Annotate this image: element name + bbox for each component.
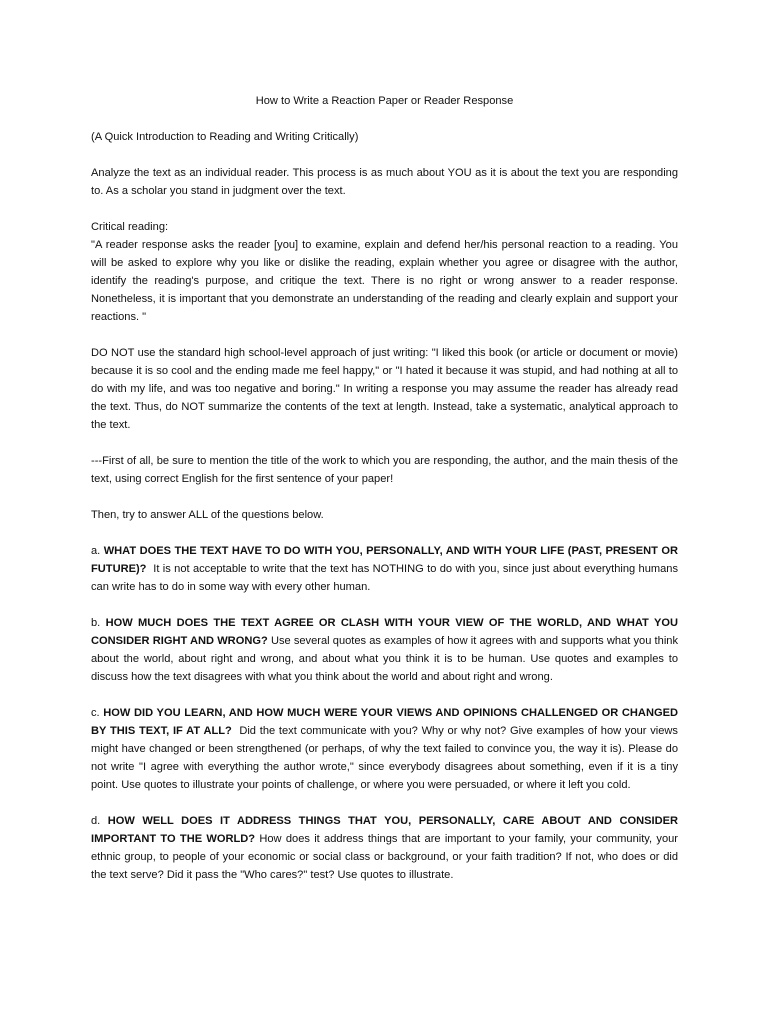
first-of-all-paragraph: ---First of all, be sure to mention the title of the work to which you are responding, the author, and the main thesis of the text, using correct English for the first sentence of your paper! bbox=[91, 455, 678, 485]
question-letter: b. bbox=[91, 617, 101, 629]
question-a bbox=[91, 542, 678, 596]
question-body: It is not acceptable to write that the text has NOTHING to do with you, since just about everything humans can write has to do in some way with every other human. bbox=[91, 563, 679, 593]
document-title: How to Write a Reaction Paper or Reader Response bbox=[255, 95, 514, 107]
question-d bbox=[91, 812, 678, 884]
critical-reading-quote: "A reader response asks the reader [you] to examine, explain and defend her/his personal reaction to a reading. You will be asked to explore why you like or dislike the reading, explain whether you agree or disagree with the author, identify the reading's purpose, and critique the text. There is no right or wrong answer to a reader response. Nonetheless, it is important that you demonstrate an understanding of the reading and clearly explain and support your reactions. " bbox=[91, 239, 678, 323]
critical-reading-label: Critical reading: bbox=[91, 221, 169, 233]
then-paragraph: Then, try to answer ALL of the questions below. bbox=[91, 509, 324, 521]
intro-paragraph: Analyze the text as an individual reader. This process is as much about YOU as it is about the text you are responding to. As a scholar you stand in judgment over the text. bbox=[91, 167, 678, 197]
question-body: Did the text communicate with you? Why or why not? Give examples of how your views might have changed or been strengthened (or perhaps, of why the text failed to convince you, the way it is). Please do not write "I agree with everything the author wrote," since everybody disagrees about something, even if it is a tiny point. Use quotes to illustrate your points of challenge, or where you were persuaded, or where it left you cold. bbox=[91, 725, 678, 791]
question-b bbox=[91, 614, 678, 686]
question-c bbox=[91, 704, 678, 794]
question-body: How does it address things that are important to your family, your community, your ethnic group, to people of your economic or social class or background, or your faith tradition? If not, who does or did the text serve? Did it pass the "Who cares?" test? Use quotes to illustrate. bbox=[91, 833, 678, 881]
question-heading: WHAT DOES THE TEXT HAVE TO DO WITH YOU, PERSONALLY, AND WITH YOUR LIFE (PAST, PRESENT OR FUTURE)? bbox=[91, 545, 678, 575]
do-not-paragraph: DO NOT use the standard high school-level approach of just writing: "I liked this book (or article or document or movie) because it is so cool and the ending made me feel happy," or "I hated it because it was stupid, and had nothing at all to do with my life, and was too negative and boring." In writing a response you may assume the reader has already read the text. Thus, do NOT summarize the contents of the text at length. Instead, take a systematic, analytical approach to the text. bbox=[91, 347, 678, 431]
question-heading: HOW DID YOU LEARN, AND HOW MUCH WERE YOUR VIEWS AND OPINIONS CHALLENGED OR CHANGED BY THIS TEXT, IF AT ALL? bbox=[91, 707, 678, 737]
question-heading: HOW WELL DOES IT ADDRESS THINGS THAT YOU, PERSONALLY, CARE ABOUT AND CONSIDER IMPORTANT TO THE WORLD? bbox=[91, 815, 678, 845]
question-letter: c. bbox=[91, 707, 100, 719]
document-body bbox=[91, 92, 678, 902]
question-body: Use several quotes as examples of how it agrees with and supports what you think about the world, about right and wrong, and about what you think it is to be human. Use quotes and examples to discuss how the text disagrees with what you think about the world and about right and wrong. bbox=[91, 635, 678, 683]
document-subtitle: (A Quick Introduction to Reading and Writing Critically) bbox=[91, 131, 359, 143]
question-letter: d. bbox=[91, 815, 101, 827]
question-letter: a. bbox=[91, 545, 101, 557]
question-heading: HOW MUCH DOES THE TEXT AGREE OR CLASH WITH YOUR VIEW OF THE WORLD, AND WHAT YOU CONSIDER RIGHT AND WRONG? bbox=[91, 617, 678, 647]
